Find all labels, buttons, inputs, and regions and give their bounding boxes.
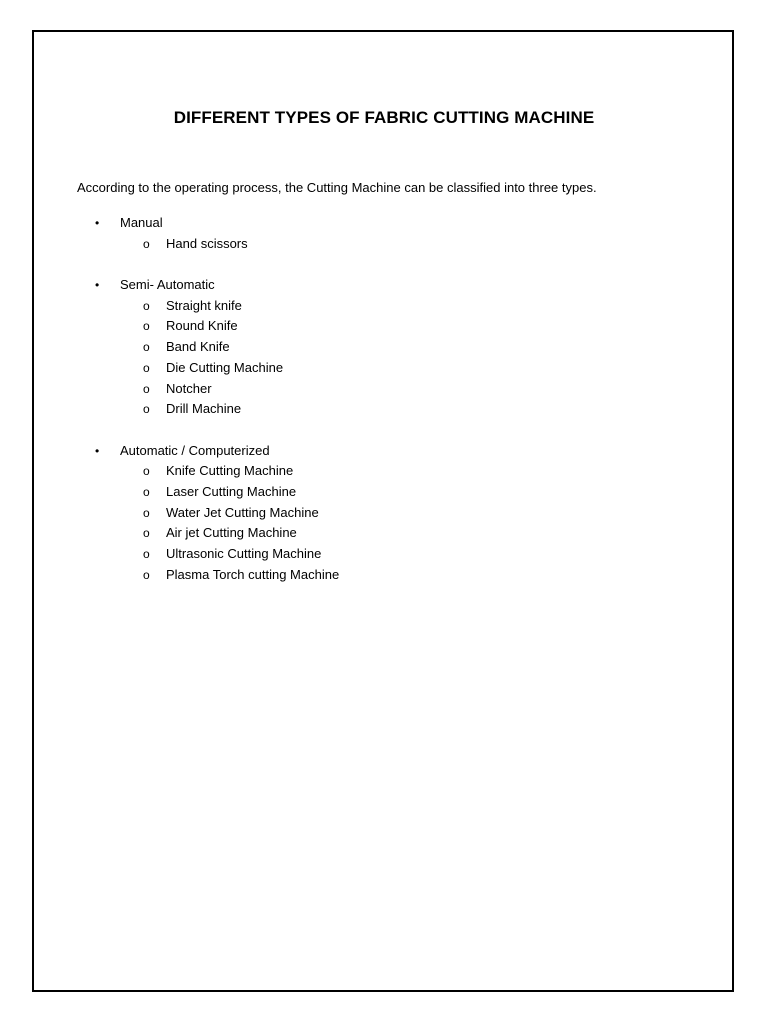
item-label: Air jet Cutting Machine (166, 525, 297, 541)
circle-bullet-icon: o (143, 298, 150, 313)
group-label: Automatic / Computerized (120, 442, 270, 458)
item-label: Drill Machine (166, 401, 242, 417)
list-item (0, 482, 768, 503)
group-label: Manual (120, 215, 163, 230)
list-item (0, 358, 768, 379)
item-label: Water Jet Cutting Machine (166, 504, 319, 520)
list-group-automatic (0, 441, 768, 586)
item-label: Plasma Torch cutting Machine (166, 566, 340, 582)
list-item (0, 441, 768, 462)
sub-list (0, 296, 768, 420)
list-item (0, 316, 768, 337)
circle-bullet-icon: o (143, 464, 150, 479)
list-item (0, 565, 768, 586)
circle-bullet-icon: o (143, 505, 150, 520)
list-item (0, 213, 768, 234)
list-group-semi-automatic (0, 275, 768, 420)
item-label: Ultrasonic Cutting Machine (166, 546, 322, 561)
circle-bullet-icon: o (143, 526, 150, 541)
list-item (0, 523, 768, 544)
list-item (0, 503, 768, 524)
circle-bullet-icon: o (143, 340, 150, 355)
bullet-icon: • (95, 216, 100, 230)
document-title: DIFFERENT TYPES OF FABRIC CUTTING MACHINE (173, 108, 595, 127)
item-label: Round Knife (166, 318, 238, 334)
list-item (0, 234, 768, 255)
circle-bullet-icon: o (143, 360, 150, 375)
circle-bullet-icon: o (143, 547, 150, 561)
item-label: Straight knife (166, 297, 242, 313)
item-label: Die Cutting Machine (166, 359, 284, 375)
circle-bullet-icon: o (143, 236, 150, 251)
bullet-icon: • (95, 443, 100, 458)
circle-bullet-icon: o (143, 402, 150, 417)
item-label: Knife Cutting Machine (166, 463, 294, 479)
list-item (0, 296, 768, 317)
list-item (0, 379, 768, 400)
intro-paragraph: According to the operating process, the Cutting Machine can be classified into three types. (77, 180, 597, 195)
list-group-manual (0, 213, 768, 254)
circle-bullet-icon: o (143, 381, 150, 396)
machine-type-list (0, 213, 768, 606)
circle-bullet-icon: o (143, 484, 150, 499)
item-label: Notcher (166, 380, 212, 396)
list-item (0, 275, 768, 296)
group-label: Semi- Automatic (120, 277, 215, 293)
list-item (0, 337, 768, 358)
list-item (0, 544, 768, 565)
item-label: Band Knife (166, 339, 230, 355)
item-label: Hand scissors (166, 235, 248, 251)
bullet-icon: • (95, 278, 100, 293)
sub-list (0, 234, 768, 255)
list-item (0, 461, 768, 482)
list-item (0, 399, 768, 420)
item-label: Laser Cutting Machine (166, 483, 297, 499)
circle-bullet-icon: o (143, 319, 150, 334)
sub-list (0, 461, 768, 585)
circle-bullet-icon: o (143, 567, 150, 582)
